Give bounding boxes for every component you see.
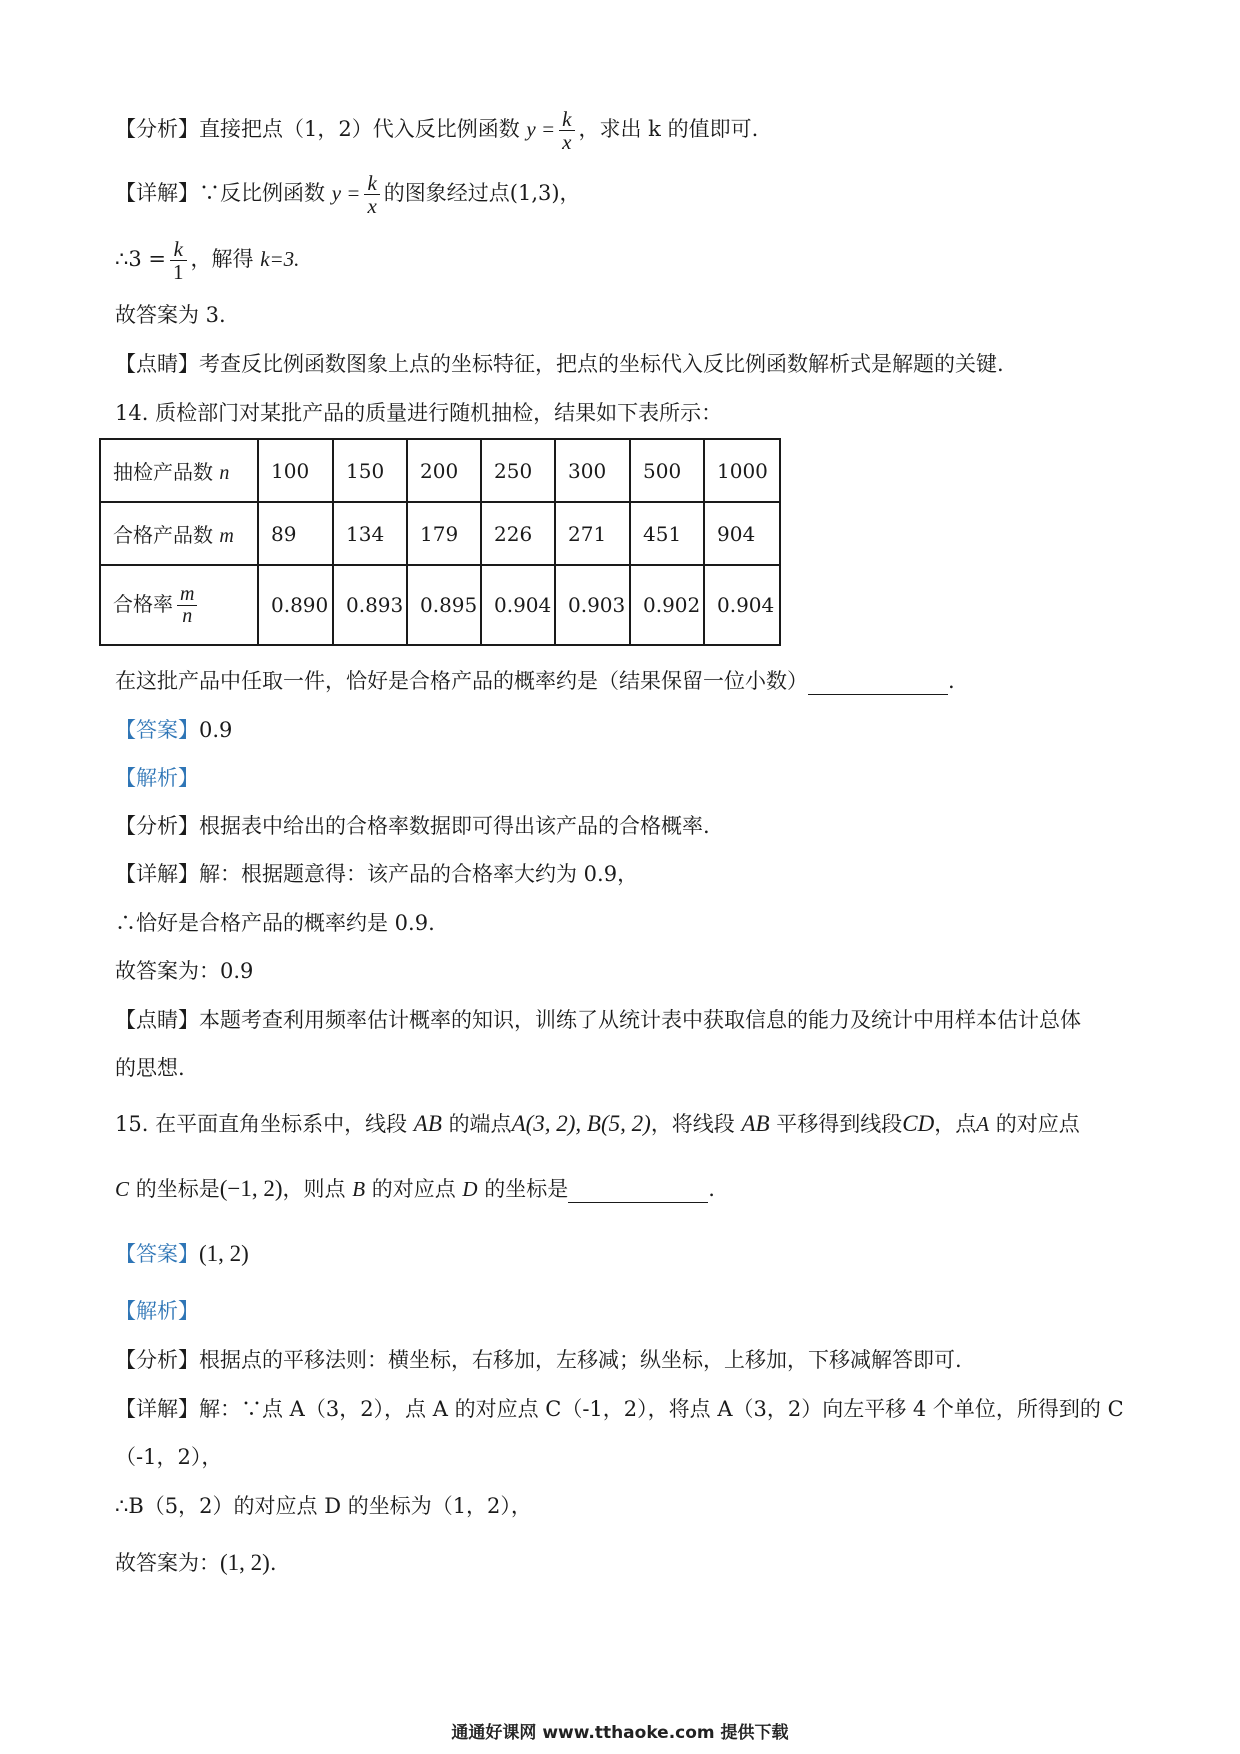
table-cell: 134 xyxy=(333,502,407,565)
q13-comment: 【点睛】考查反比例函数图象上点的坐标特征，把点的坐标代入反比例函数解析式是解题的关键. xyxy=(115,352,1004,376)
detail-tag: 【详解】 xyxy=(115,862,199,886)
row-header: 合格产品数 m xyxy=(100,502,258,565)
table-cell: 500 xyxy=(630,439,704,502)
q13-analysis: 【分析】直接把点（1，2）代入反比例函数 y = $\frac{k}{x}$ ，求出 k 的值即可. xyxy=(115,107,759,155)
table-cell: 100 xyxy=(258,439,333,502)
fraction-m-over-n: $\frac{m}{n}$ xyxy=(177,584,197,627)
row-header: 合格率 $\frac{m}{n}$ xyxy=(100,565,258,645)
table-cell: 271 xyxy=(555,502,630,565)
answer-tag: 【答案】 xyxy=(115,718,199,742)
table-cell: 0.904 xyxy=(704,565,780,645)
table-cell: 300 xyxy=(555,439,630,502)
answer-tag: 【答案】 xyxy=(115,1242,199,1266)
table-cell: 226 xyxy=(481,502,555,565)
fraction-k-over-x: $\frac{k}{x}$ xyxy=(559,108,574,153)
table-cell: 451 xyxy=(630,502,704,565)
q13-step: ∴3 = $\frac{k}{1}$ ，解得 k=3. xyxy=(115,237,300,285)
q14-comment-cont: 的思想. xyxy=(115,1056,185,1080)
q14-comment: 【点睛】本题考查利用频率估计概率的知识，训练了从统计表中获取信息的能力及统计中用样本估计总体 xyxy=(115,1008,1081,1032)
sampling-table xyxy=(99,438,781,646)
q14-step: ∴恰好是合格产品的概率约是 0.9. xyxy=(115,911,435,935)
analysis-tag: 【分析】 xyxy=(115,814,199,838)
table-cell: 0.890 xyxy=(258,565,333,645)
q14-solution-tag: 【解析】 xyxy=(115,766,199,790)
analysis-tag: 【分析】 xyxy=(115,1348,199,1372)
footer-watermark: 通通好课网 www.tthaoke.com 提供下载 xyxy=(451,1723,789,1743)
comment-tag: 【点睛】 xyxy=(115,1008,199,1032)
q15-answer: 【答案】(1, 2) xyxy=(115,1241,249,1266)
table-cell: 89 xyxy=(258,502,333,565)
row-header: 抽检产品数 n xyxy=(100,439,258,502)
comment-tag: 【点睛】 xyxy=(115,352,199,376)
table-cell: 0.902 xyxy=(630,565,704,645)
q15-detail-cont: （-1，2）， xyxy=(115,1445,223,1469)
q15-answer-line: 故答案为：(1, 2). xyxy=(115,1550,277,1575)
table-cell: 150 xyxy=(333,439,407,502)
answer-blank xyxy=(808,674,948,695)
table-row xyxy=(100,439,780,502)
q15-detail: 【详解】解：∵点 A（3，2），点 A 的对应点 C（-1，2），将点 A（3，2）向左平移 4 个单位，所得到的 C xyxy=(115,1397,1124,1421)
table-row xyxy=(100,565,780,645)
q15-analysis: 【分析】根据点的平移法则：横坐标，右移加，左移减；纵坐标，上移加，下移减解答即可. xyxy=(115,1348,962,1372)
q14-answer-line: 故答案为：0.9 xyxy=(115,959,254,983)
detail-tag: 【详解】 xyxy=(115,1397,199,1421)
fraction-k-over-x: $\frac{k}{x}$ xyxy=(364,172,379,217)
table-cell: 0.904 xyxy=(481,565,555,645)
q14-answer: 【答案】0.9 xyxy=(115,718,233,742)
analysis-tag: 【分析】 xyxy=(115,117,199,142)
table-cell: 200 xyxy=(407,439,481,502)
fraction-k-over-1: $\frac{k}{1}$ xyxy=(170,238,187,283)
q14-question: 在这批产品中任取一件，恰好是合格产品的概率约是（结果保留一位小数） . xyxy=(115,669,955,693)
q14-detail: 【详解】解：根据题意得：该产品的合格率大约为 0.9， xyxy=(115,862,639,886)
table-cell: 179 xyxy=(407,502,481,565)
q15-step: ∴B（5，2）的对应点 D 的坐标为（1，2）， xyxy=(115,1494,532,1518)
q13-answer-line: 故答案为 3. xyxy=(115,303,226,327)
q14-analysis: 【分析】根据表中给出的合格率数据即可得出该产品的合格概率. xyxy=(115,814,710,838)
q15-solution-tag: 【解析】 xyxy=(115,1299,199,1323)
table-row xyxy=(100,502,780,565)
table-cell: 1000 xyxy=(704,439,780,502)
q15-stem-line2: C 的坐标是(−1, 2)，则点 B 的对应点 D 的坐标是 . xyxy=(115,1176,715,1201)
table-cell: 0.895 xyxy=(407,565,481,645)
table-cell: 0.893 xyxy=(333,565,407,645)
answer-blank xyxy=(568,1182,708,1203)
table-cell: 0.903 xyxy=(555,565,630,645)
detail-tag: 【详解】 xyxy=(115,181,199,206)
q14-stem: 14. 质检部门对某批产品的质量进行随机抽检，结果如下表所示： xyxy=(115,401,723,425)
q15-stem-line1: 15. 在平面直角坐标系中，线段 AB 的端点A(3, 2), B(5, 2)，将线段 AB 平移得到线段CD，点A 的对应点 xyxy=(115,1111,1080,1136)
table-cell: 904 xyxy=(704,502,780,565)
table-cell: 250 xyxy=(481,439,555,502)
q13-detail: 【详解】∵反比例函数 y = $\frac{k}{x}$ 的图象经过点(1,3)， xyxy=(115,171,581,219)
